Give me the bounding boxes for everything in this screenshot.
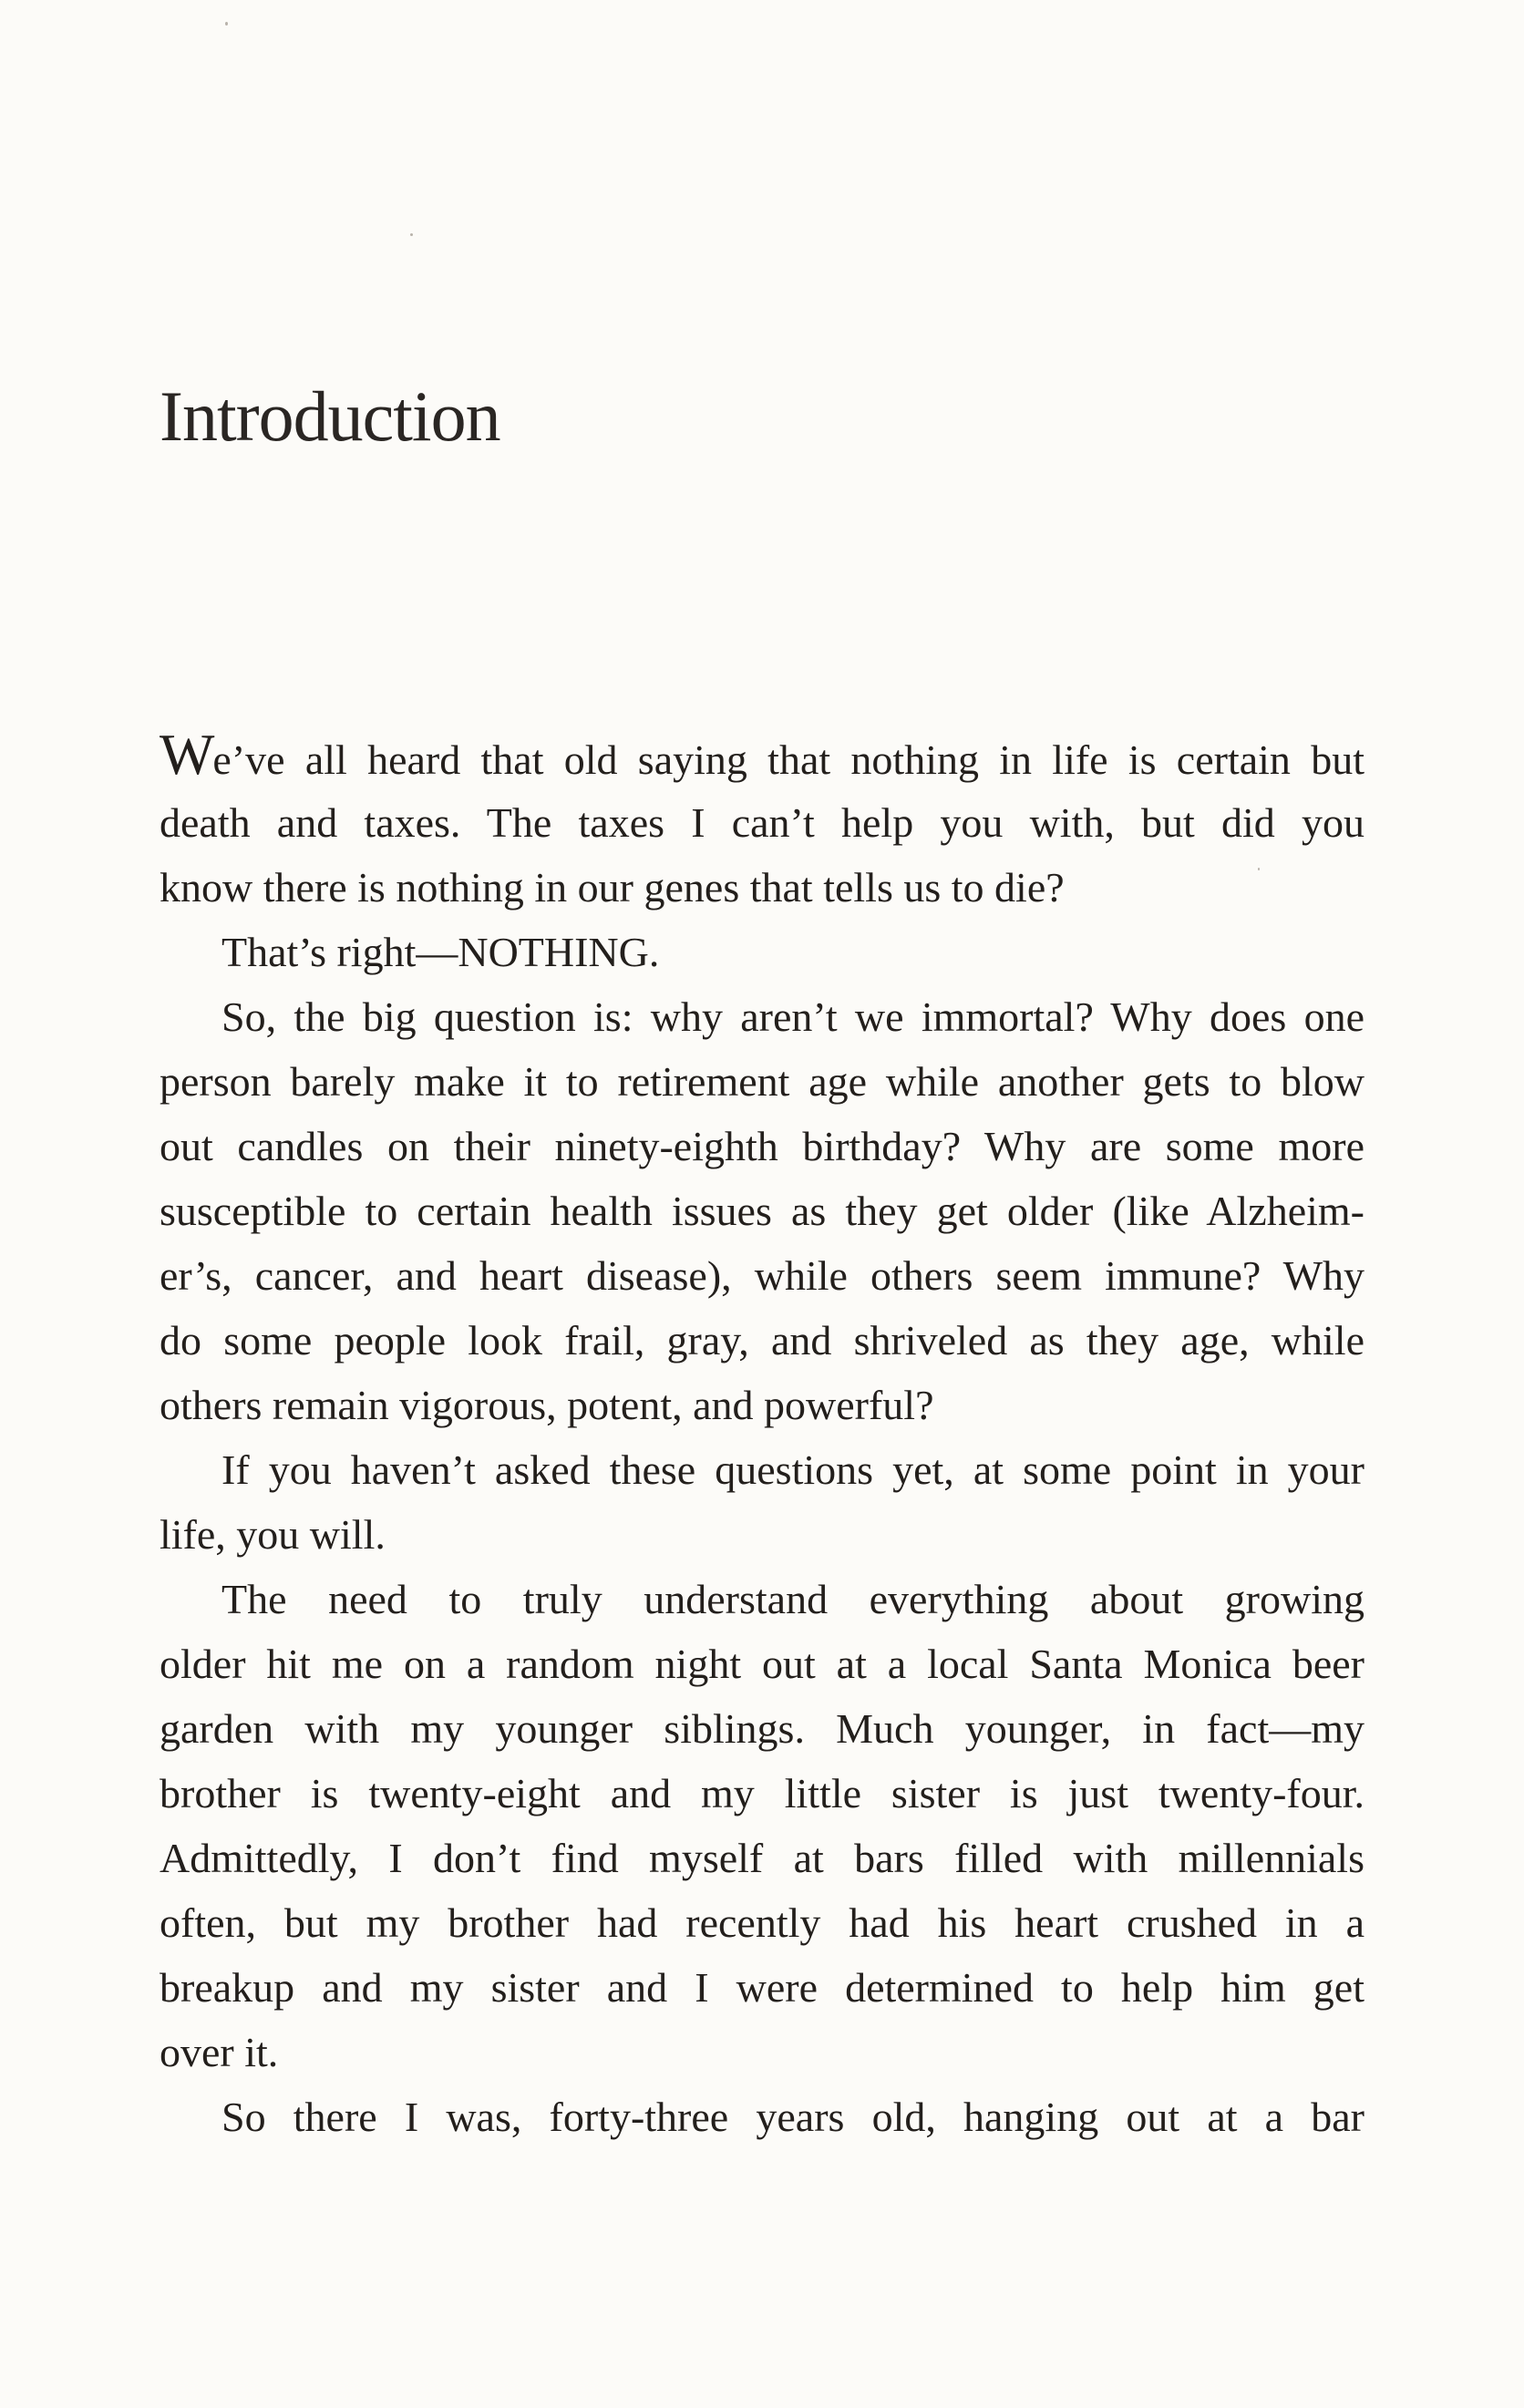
chapter-title: Introduction — [160, 376, 500, 456]
text-line: If you haven’t asked these questions yet, at some point in your — [221, 1446, 1364, 1493]
text-line: So there I was, forty-three years old, hanging out at a bar — [221, 2094, 1364, 2140]
body-text — [160, 722, 1364, 2149]
text-line: others remain vigorous, potent, and powerful? — [160, 1382, 934, 1428]
text-line: do some people look frail, gray, and shriveled as they age, while — [160, 1317, 1364, 1364]
text-line: The need to truly understand everything about growing — [221, 1576, 1364, 1622]
text-line: That’s right—NOTHING. — [221, 929, 660, 975]
text-line: susceptible to certain health issues as they get older (like Alzheim- — [160, 1188, 1364, 1234]
text-line: life, you will. — [160, 1511, 386, 1558]
text-line: garden with my younger siblings. Much younger, in fact—my — [160, 1705, 1364, 1752]
paper-speck — [225, 22, 228, 26]
text-line: death and taxes. The taxes I can’t help you with, but did you — [160, 799, 1364, 846]
text-line: brother is twenty-eight and my little sister is just twenty-four. — [160, 1770, 1364, 1816]
text-line: We’ve all heard that old saying that nothing in life is certain but — [160, 722, 1364, 787]
text-line: out candles on their ninety-eighth birthday? Why are some more — [160, 1123, 1364, 1169]
text-line: breakup and my sister and I were determined to help him get — [160, 1964, 1364, 2011]
text-line: So, the big question is: why aren’t we immortal? Why does one — [221, 993, 1364, 1040]
drop-cap: W — [160, 722, 213, 787]
text-line: person barely make it to retirement age while another gets to blow — [160, 1058, 1364, 1105]
text-line: older hit me on a random night out at a local Santa Monica beer — [160, 1641, 1364, 1687]
text-line: over it. — [160, 2029, 279, 2075]
text-line: Admittedly, I don’t find myself at bars filled with millennials — [160, 1835, 1364, 1881]
text-line: er’s, cancer, and heart disease), while others seem immune? Why — [160, 1252, 1364, 1299]
text-line: often, but my brother had recently had his heart crushed in a — [160, 1899, 1364, 1946]
paper-speck — [410, 233, 413, 236]
text-line: know there is nothing in our genes that tells us to die? — [160, 864, 1065, 911]
